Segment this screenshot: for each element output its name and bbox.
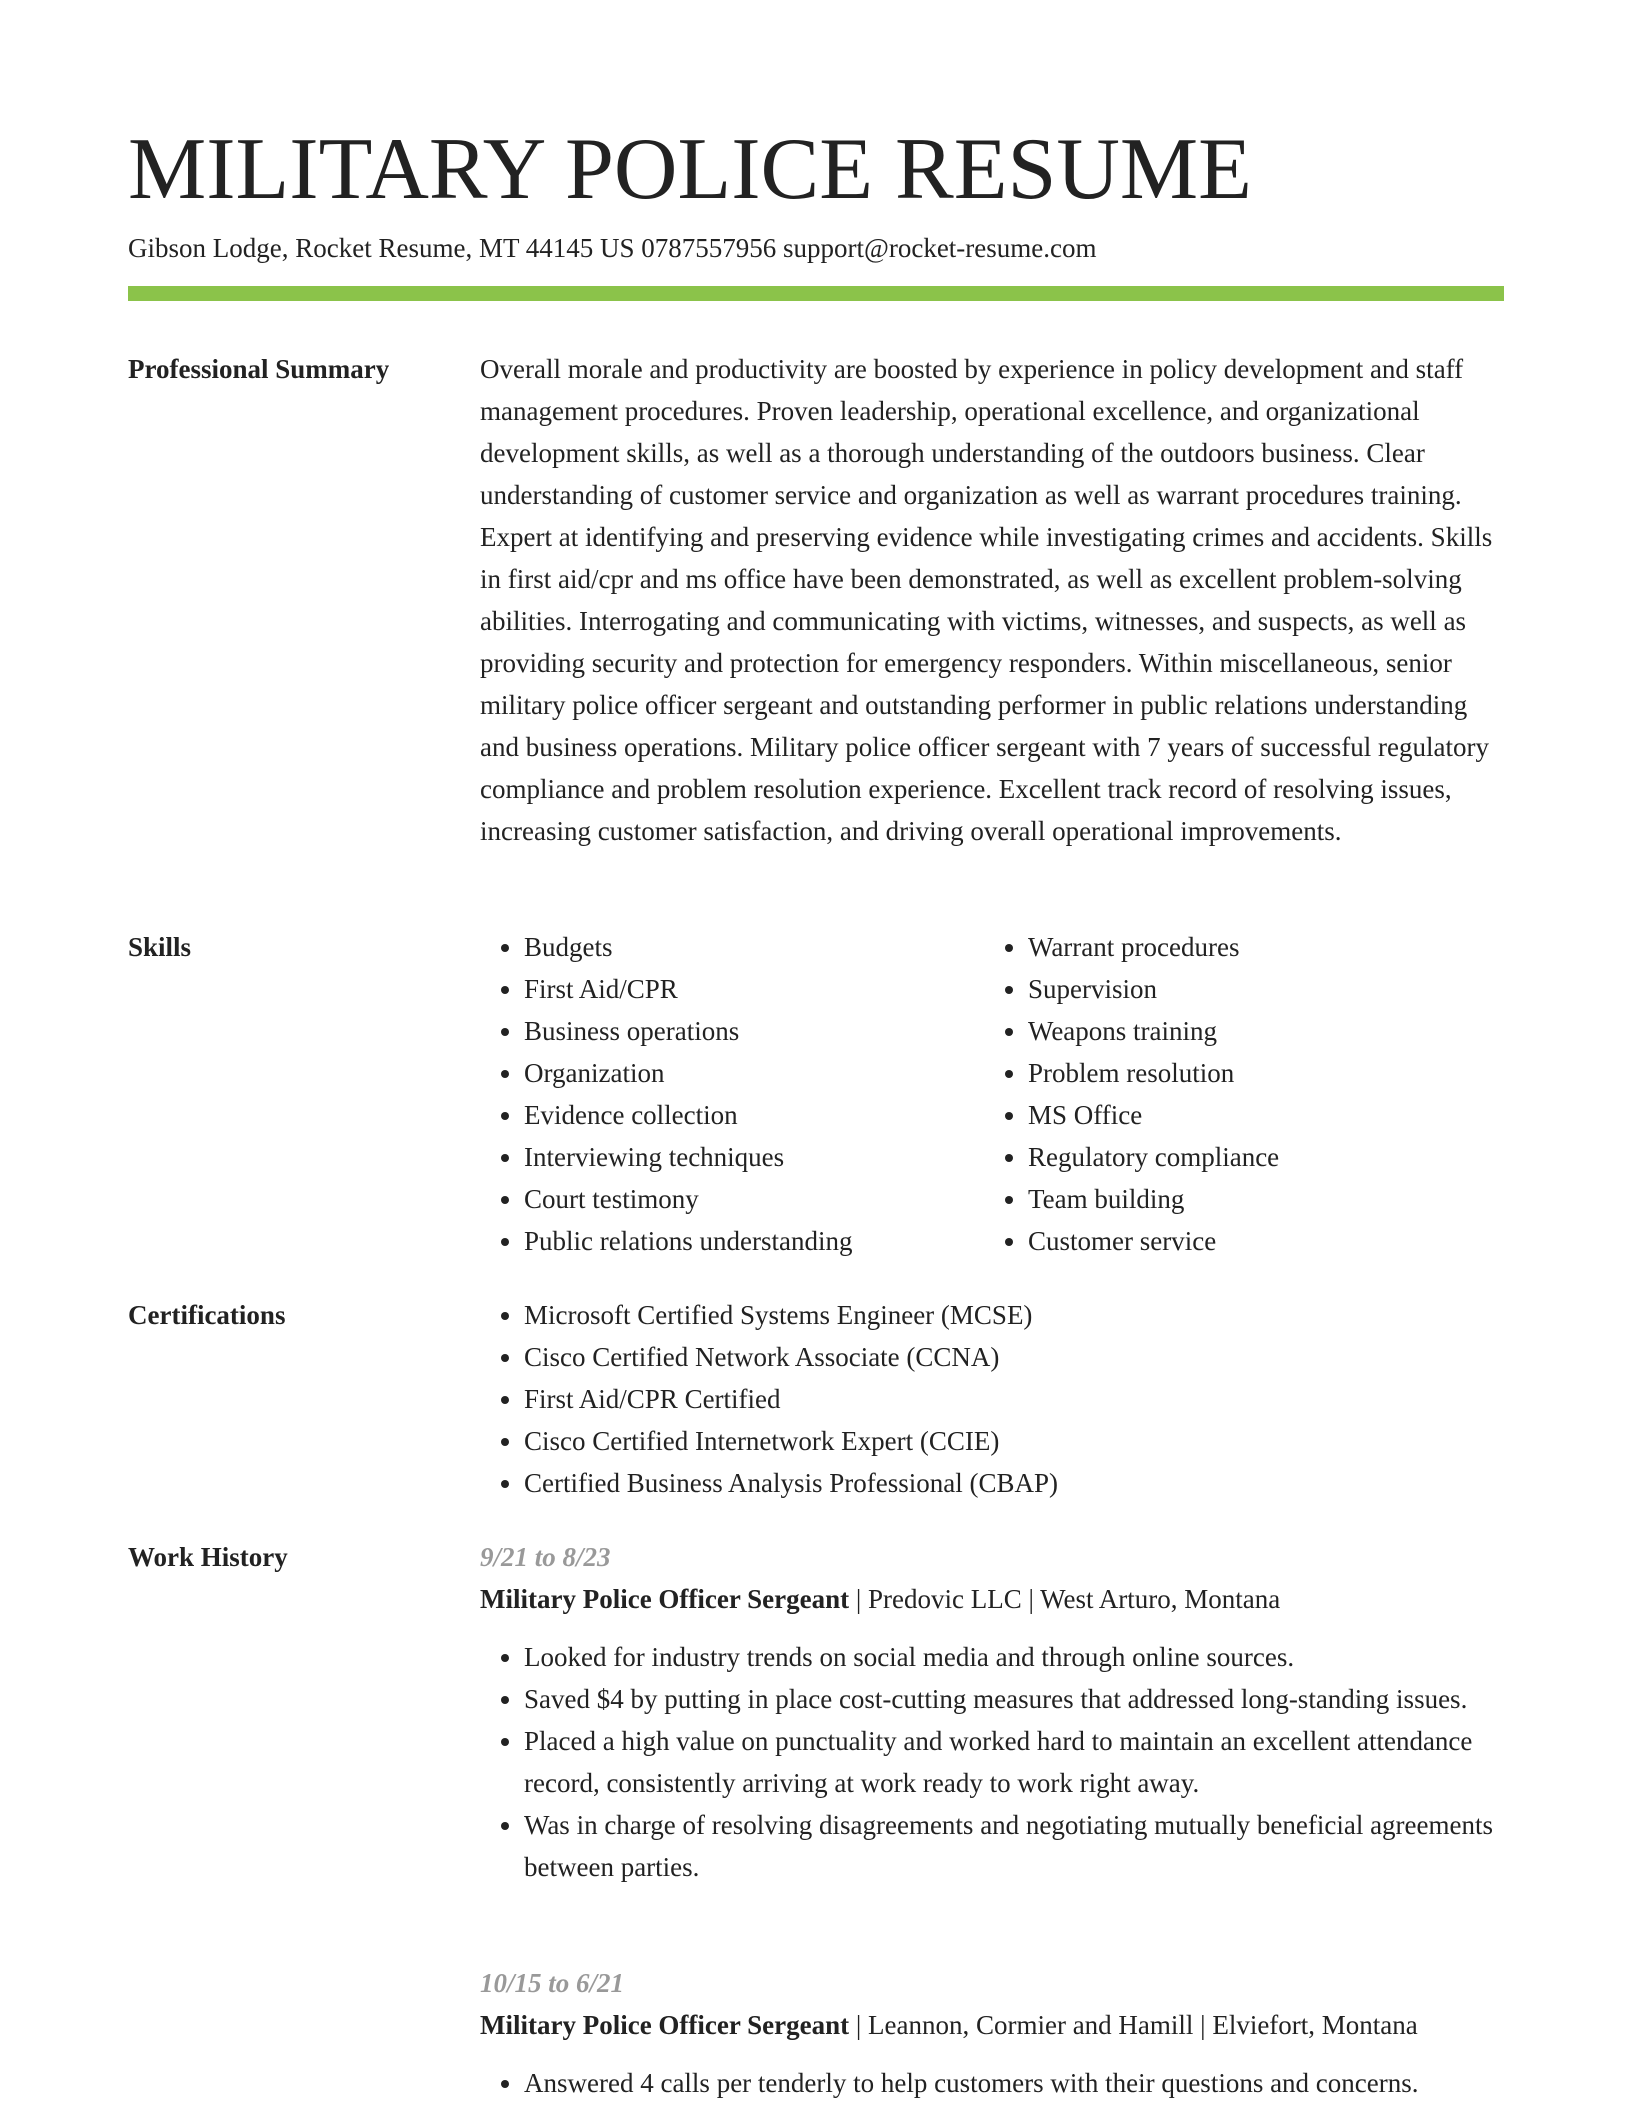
job-dates: 9/21 to 8/23 <box>480 1542 611 1572</box>
skill-item: • Court testimony <box>524 1178 1024 1220</box>
certifications-list <box>480 1294 1548 1504</box>
skill-item: • Supervision <box>1028 968 1528 1010</box>
skill-item: • Interviewing techniques <box>524 1136 1024 1178</box>
skills-list-left <box>480 926 1024 1262</box>
skill-item: • MS Office <box>1028 1094 1528 1136</box>
section-label-summary: Professional Summary <box>128 354 390 384</box>
certification-item: • Certified Business Analysis Professional (CBAP) <box>524 1462 1548 1504</box>
skill-item: • Problem resolution <box>1028 1052 1528 1094</box>
certification-item: • Cisco Certified Network Associate (CCNA) <box>524 1336 1548 1378</box>
skill-item: • Organization <box>524 1052 1024 1094</box>
accent-divider <box>128 286 1504 301</box>
job-title: Military Police Officer Sergeant <box>480 1584 850 1614</box>
job-entry <box>480 1962 1504 2104</box>
resume-title: MILITARY POLICE RESUME <box>128 121 1252 218</box>
job-title: Military Police Officer Sergeant <box>480 2010 850 2040</box>
job-duty: • Was in charge of resolving disagreements and negotiating mutually beneficial agreements between parties. <box>524 1804 1504 1888</box>
job-employer-location: | Predovic LLC | West Arturo, Montana <box>849 1584 1281 1614</box>
section-label-skills: Skills <box>128 932 192 962</box>
job-duty: • Saved $4 by putting in place cost-cutting measures that addressed long-standing issues. <box>524 1678 1504 1720</box>
skill-item: • Weapons training <box>1028 1010 1528 1052</box>
skill-item: • Team building <box>1028 1178 1528 1220</box>
job-duties-list <box>480 2062 1504 2104</box>
job-duty: • Looked for industry trends on social media and through online sources. <box>524 1636 1504 1678</box>
skill-item: • Budgets <box>524 926 1024 968</box>
summary-text: Overall morale and productivity are boosted by experience in policy development and staff management procedures. Proven leadership, operational excellence, and organizational development skills, as well as a thorough understanding of the outdoors business. Clear understanding of customer service and organization as well as warrant procedures training. Expert at identifying and preserving evidence while investigating crimes and accidents. Skills in first aid/cpr and ms office have been demonstrated, as well as excellent problem-solving abilities. Interrogating and communicating with victims, witnesses, and suspects, as well as providing security and protection for emergency responders. Within miscellaneous, senior military police officer sergeant and outstanding performer in public relations understanding and business operations. Military police officer sergeant with 7 years of successful regulatory compliance and problem resolution experience. Excellent track record of resolving issues, increasing customer satisfaction, and driving overall operational improvements. <box>480 354 1493 846</box>
job-duty: • Placed a high value on punctuality and worked hard to maintain an excellent attendance record, consistently arriving at work ready to work right away. <box>524 1720 1504 1804</box>
certification-item: • First Aid/CPR Certified <box>524 1378 1548 1420</box>
certification-item: • Cisco Certified Internetwork Expert (CCIE) <box>524 1420 1548 1462</box>
job-employer-location: | Leannon, Cormier and Hamill | Elviefort, Montana <box>849 2010 1418 2040</box>
job-heading <box>480 2004 1504 2046</box>
job-heading <box>480 1578 1504 1620</box>
skill-item: • Regulatory compliance <box>1028 1136 1528 1178</box>
section-label-certifications: Certifications <box>128 1300 286 1330</box>
skill-item: • Business operations <box>524 1010 1024 1052</box>
skill-item: • Warrant procedures <box>1028 926 1528 968</box>
certification-item: • Microsoft Certified Systems Engineer (MCSE) <box>524 1294 1548 1336</box>
skill-item: • Customer service <box>1028 1220 1528 1262</box>
job-entry <box>480 1536 1504 1888</box>
skill-item: • First Aid/CPR <box>524 968 1024 1010</box>
section-label-work-history: Work History <box>128 1542 288 1572</box>
job-dates: 10/15 to 6/21 <box>480 1968 625 1998</box>
contact-line: Gibson Lodge, Rocket Resume, MT 44145 US 0787557956 support@rocket-resume.com <box>128 233 1097 263</box>
job-duties-list <box>480 1636 1504 1888</box>
skill-item: • Evidence collection <box>524 1094 1024 1136</box>
skills-list-right <box>984 926 1528 1262</box>
job-duty: • Answered 4 calls per tenderly to help customers with their questions and concerns. <box>524 2062 1504 2104</box>
skill-item: • Public relations understanding <box>524 1220 1024 1262</box>
